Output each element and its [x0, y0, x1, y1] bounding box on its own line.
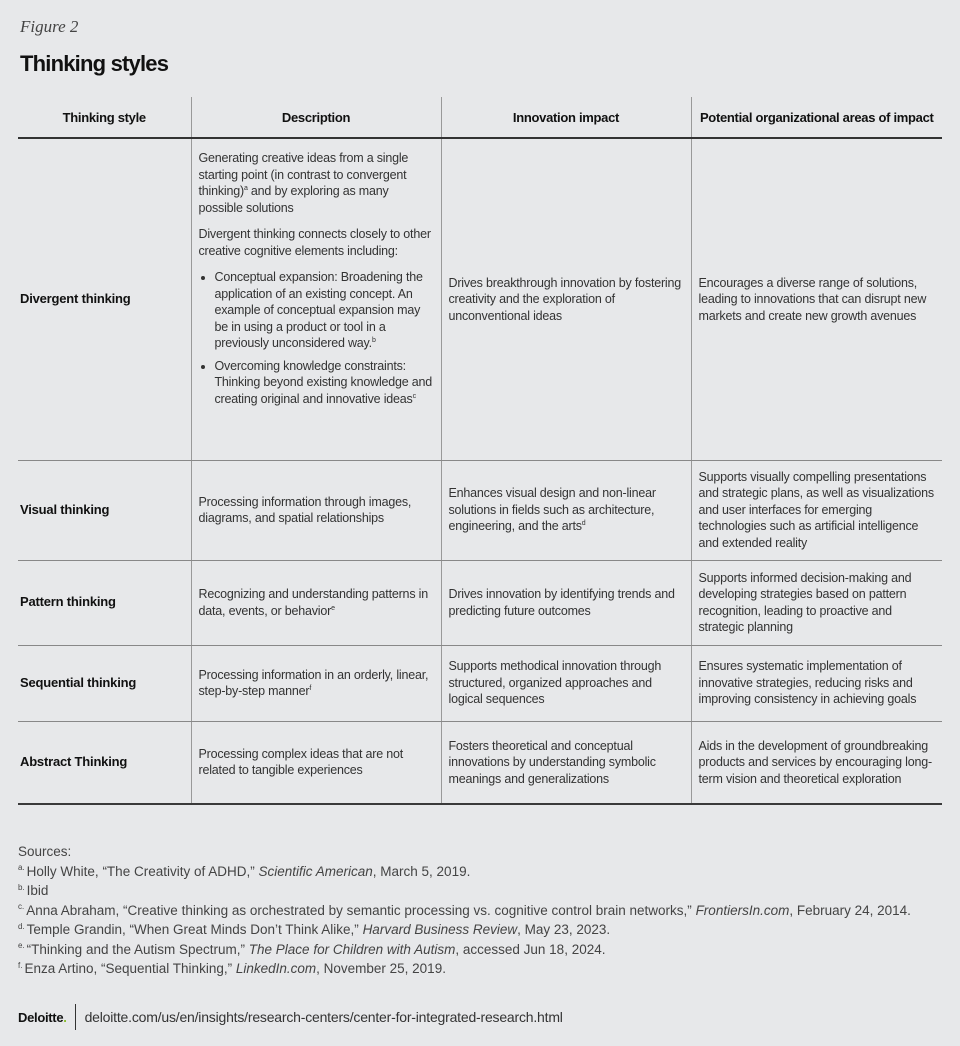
innovation-impact-cell: Drives breakthrough innovation by fostering creativity and the exploration of unconventional ideas — [441, 138, 691, 460]
innovation-impact-cell: Enhances visual design and non-linear solutions in fields such as architecture, engineering, and the arts$^d$ — [441, 460, 691, 560]
footnote-ref: c — [412, 392, 416, 400]
figure-title: Thinking styles — [20, 51, 169, 76]
footnote-ref: b — [371, 336, 376, 344]
sources-section — [18, 842, 911, 979]
description-paragraph: Divergent thinking connects closely to other creative cognitive elements including: — [198, 227, 431, 258]
style-name: Visual thinking — [18, 460, 191, 560]
description-paragraph: Generating creative ideas from a single starting point (in contrast to convergent thinking)$^a$ and by exploring as many possible solutions — [198, 151, 409, 215]
org-impact-cell: Supports informed decision-making and developing strategies based on pattern recognition, leading to proactive and strategic planning — [691, 560, 942, 645]
description-cell: Processing complex ideas that are not related to tangible experiences — [191, 721, 441, 804]
source-item: $^{f.}$ Enza Artino, “Sequential Thinking,” LinkedIn.com, November 25, 2019. — [18, 960, 446, 976]
header-org-impact: Potential organizational areas of impact — [691, 97, 942, 138]
style-name: Abstract Thinking — [18, 721, 191, 804]
table-row — [18, 645, 942, 721]
footnote-ref: f — [309, 684, 312, 692]
sources-heading: Sources: — [18, 844, 72, 859]
bullet-item: • Overcoming knowledge constraints: Thinking beyond existing knowledge and creating original and innovative ideas$^c$ — [215, 358, 434, 408]
bullet-item: • Conceptual expansion: Broadening the application of an existing concept. An example of conceptual expansion may be in using a product or tool in a previously unconsidered way.$^b$ — [215, 269, 434, 352]
table-row — [18, 460, 942, 560]
header-innovation-impact: Innovation impact — [441, 97, 691, 138]
description-cell: Processing information through images, diagrams, and spatial relationships — [191, 460, 441, 560]
figure-label: Figure 2 — [20, 17, 79, 36]
style-name: Divergent thinking — [18, 138, 191, 460]
footnote-ref: d — [581, 520, 586, 528]
logo-green-dot: . — [63, 1009, 67, 1025]
footer — [18, 1004, 563, 1030]
org-impact-cell: Aids in the development of groundbreaking products and services by encouraging long-term vision and theoretical exploration — [691, 721, 942, 804]
thinking-styles-table — [18, 97, 942, 805]
source-item: $^{d.}$ Temple Grandin, “When Great Minds Don’t Think Alike,” Harvard Business Review, May 23, 2023. — [18, 921, 611, 937]
footnote-ref: e — [331, 604, 335, 612]
source-item: $^{a.}$ Holly White, “The Creativity of ADHD,” Scientific American, March 5, 2019. — [18, 863, 471, 879]
footnote-ref: a — [243, 184, 248, 192]
table-row — [18, 138, 942, 460]
description-cell: Recognizing and understanding patterns in data, events, or behavior$^e$ — [191, 560, 441, 645]
style-name: Sequential thinking — [18, 645, 191, 721]
source-item: $^{c.}$ Anna Abraham, “Creative thinking as orchestrated by semantic processing vs. cognitive control brain networks,” FrontiersIn.com, February 24, 2014. — [18, 902, 911, 918]
description-cell — [191, 138, 441, 460]
table-row — [18, 721, 942, 804]
style-name: Pattern thinking — [18, 560, 191, 645]
org-impact-cell: Ensures systematic implementation of innovative strategies, reducing risks and improving consistency in achieving goals — [691, 645, 942, 721]
table-row — [18, 560, 942, 645]
innovation-impact-cell: Supports methodical innovation through structured, organized approaches and logical sequences — [441, 645, 691, 721]
header-description: Description — [191, 97, 441, 138]
header-thinking-style: Thinking style — [18, 97, 191, 138]
innovation-impact-cell: Fosters theoretical and conceptual innovations by understanding symbolic meanings and generalizations — [441, 721, 691, 804]
deloitte-logo: Deloitte. — [18, 1009, 67, 1025]
table-header-row — [18, 97, 942, 138]
org-impact-cell: Supports visually compelling presentations and strategic plans, as well as visualizations and user interfaces for emerging technologies such as artificial intelligence and extended reality — [691, 460, 942, 560]
description-cell: Processing information in an orderly, linear, step-by-step manner$^f$ — [191, 645, 441, 721]
org-impact-cell: Encourages a diverse range of solutions, leading to innovations that can disrupt new markets and create new growth avenues — [691, 138, 942, 460]
footer-divider — [75, 1004, 76, 1030]
description-bullets — [199, 269, 434, 407]
footer-url-link[interactable]: deloitte.com/us/en/insights/research-centers/center-for-integrated-research.html — [84, 1009, 563, 1025]
source-item: $^{b.}$ Ibid — [18, 882, 49, 898]
source-item: $^{e.}$ “Thinking and the Autism Spectrum,” The Place for Children with Autism, accessed Jun 18, 2024. — [18, 941, 606, 957]
innovation-impact-cell: Drives innovation by identifying trends and predicting future outcomes — [441, 560, 691, 645]
